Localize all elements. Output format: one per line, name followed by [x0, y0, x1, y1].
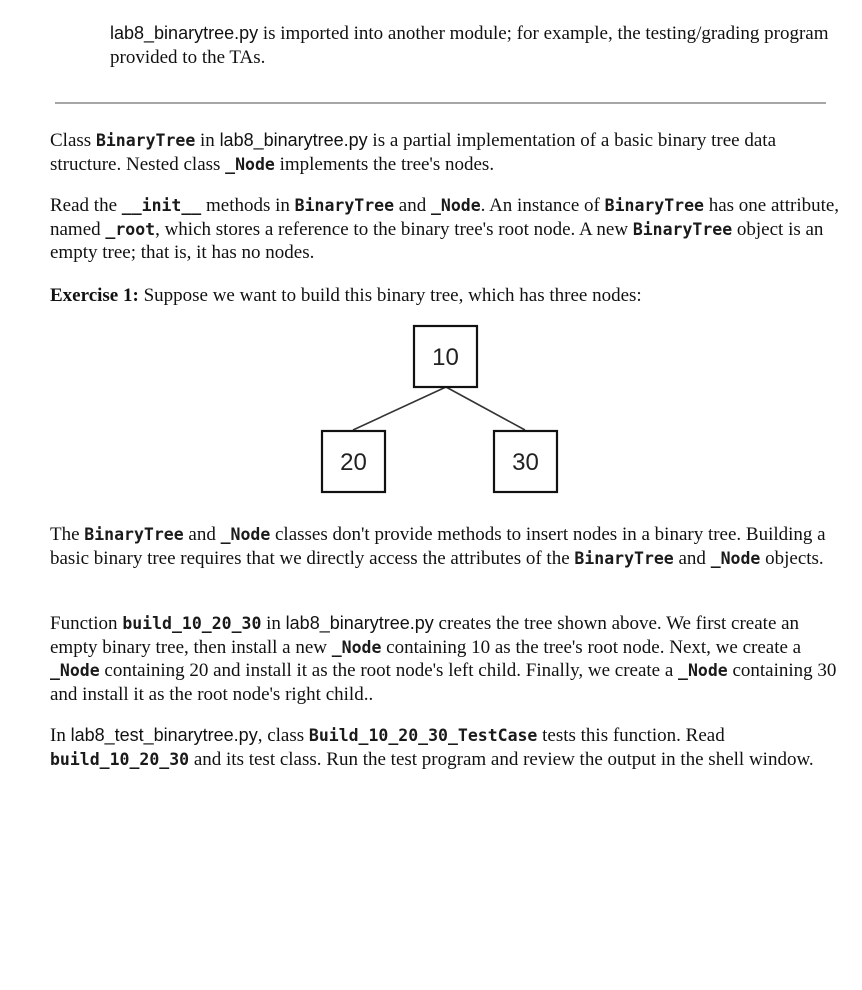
- text: The: [50, 524, 85, 545]
- text: is a partial implementation of a basic binary tree data structure. Nested class: [50, 130, 777, 175]
- code-class-name: BinaryTree: [294, 196, 395, 215]
- code-class-name: _Node: [710, 548, 761, 568]
- node-value: 30: [512, 449, 539, 476]
- text: and its test class. Run the test program and review the output in the shell window.: [189, 748, 814, 770]
- code-function-name: build_10_20_30: [122, 614, 262, 633]
- text: , which stores a reference to the binary tree's root node. A new: [155, 218, 633, 240]
- text: has one attribute, named: [50, 195, 840, 240]
- text: classes don't provide methods to insert nodes in a binary tree. Building a basic binary tree requires that we directly access the attributes of the: [50, 524, 826, 569]
- code-class-name: _Node: [430, 196, 481, 215]
- filename: lab8_test_binarytree.py: [70, 725, 258, 745]
- paragraph-binarytree-class: [50, 129, 840, 176]
- text: is imported into another module; for example, the testing/grading program provided to the TAs.: [110, 23, 829, 68]
- horizontal-divider: [55, 102, 826, 104]
- text: methods in: [201, 195, 295, 216]
- code-method-name: __init__: [121, 196, 202, 215]
- text: In: [50, 725, 71, 746]
- code-class-name: BinaryTree: [574, 548, 674, 568]
- paragraph-exercise-1: [50, 284, 840, 308]
- text: Class: [50, 130, 96, 151]
- code-class-name: BinaryTree: [632, 219, 733, 239]
- text: and: [673, 547, 711, 569]
- text: Suppose we want to build this binary tree, which has three nodes:: [138, 285, 642, 306]
- text: . An instance of: [480, 195, 605, 216]
- code-class-name: BinaryTree: [604, 196, 704, 215]
- paragraph-no-insert-methods: [50, 523, 840, 570]
- text: objects.: [760, 547, 824, 569]
- binary-tree-diagram: [300, 318, 570, 503]
- code-class-name: _Node: [331, 637, 382, 657]
- code-class-name: _Node: [50, 661, 100, 680]
- text: containing 20 and install it as the root node's left child. Finally, we create a: [99, 660, 679, 681]
- edge-root-right: [446, 387, 525, 430]
- text: in: [195, 130, 220, 151]
- code-class-name: _Node: [225, 154, 275, 174]
- text: object is an empty tree; that is, it has no nodes.: [50, 218, 824, 263]
- text: tests this function. Read: [537, 725, 725, 746]
- code-class-name: Build_10_20_30_TestCase: [308, 726, 538, 745]
- code-attribute-name: _root: [105, 219, 156, 239]
- exercise-label: Exercise 1:: [50, 285, 139, 306]
- tree-node-left: [322, 431, 385, 492]
- text: Read the: [50, 195, 122, 216]
- paragraph-test-case: [50, 724, 840, 771]
- node-value: 20: [340, 449, 367, 476]
- filename: lab8_binarytree.py: [285, 613, 434, 633]
- edge-root-left: [353, 387, 446, 430]
- code-function-name: build_10_20_30: [50, 749, 190, 769]
- paragraph-build-function: [50, 612, 840, 706]
- tree-node-right: [494, 431, 557, 492]
- node-value: 10: [432, 344, 459, 371]
- text: in: [261, 613, 286, 634]
- intro-paragraph: [110, 22, 830, 69]
- text: containing 30 and install it as the root node's right child..: [50, 660, 837, 705]
- text: implements the tree's nodes.: [274, 153, 495, 175]
- text: and: [394, 195, 431, 216]
- tree-node-root: [414, 326, 477, 387]
- code-class-name: BinaryTree: [84, 525, 184, 544]
- filename: lab8_binarytree.py: [219, 130, 368, 150]
- code-class-name: _Node: [678, 661, 728, 680]
- text: and: [183, 524, 221, 545]
- paragraph-init-methods: [50, 194, 840, 265]
- code-class-name: BinaryTree: [95, 131, 196, 150]
- text: Function: [50, 613, 123, 634]
- text: containing 10 as the tree's root node. Next, we create a: [381, 636, 802, 658]
- text: creates the tree shown above. We first create an empty binary tree, then install a new: [50, 613, 800, 658]
- text: , class: [257, 725, 309, 746]
- filename: lab8_binarytree.py: [110, 23, 259, 43]
- code-class-name: _Node: [220, 525, 271, 544]
